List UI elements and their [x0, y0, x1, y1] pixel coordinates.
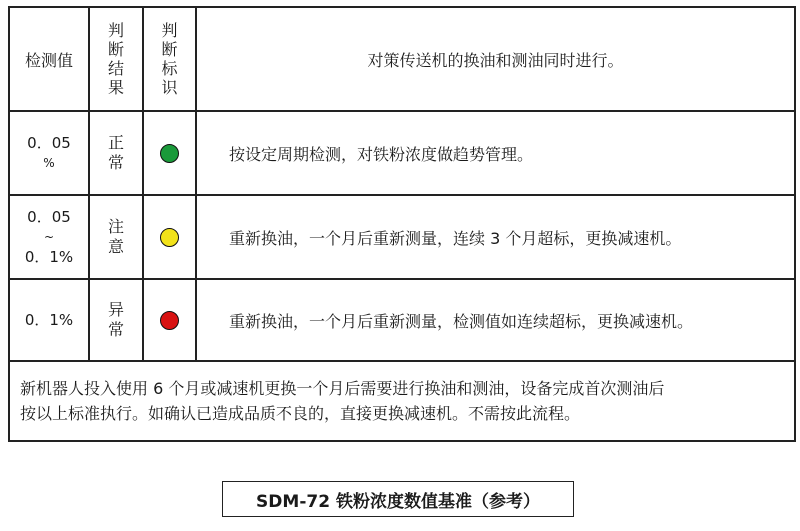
header-flag-char: 标 — [161, 59, 178, 78]
header-result-char: 断 — [107, 40, 124, 59]
row-normal — [9, 111, 795, 195]
value-line: 0．05 — [27, 208, 71, 226]
value-cell — [9, 111, 89, 195]
value-line: 0．1% — [24, 311, 74, 329]
value-cell — [9, 279, 89, 361]
value-cell — [9, 195, 89, 279]
indicator-cell — [143, 279, 196, 361]
header-row — [9, 7, 795, 111]
value-line: % — [43, 156, 55, 170]
header-flag-char: 判 — [161, 21, 178, 40]
status-char: 注 — [107, 217, 124, 236]
note-cell — [9, 361, 795, 441]
status-char: 异 — [107, 300, 124, 319]
value-line: 0．05 — [27, 134, 71, 152]
header-value: 检测值 — [9, 7, 89, 111]
status-char: 常 — [107, 320, 124, 339]
status-cell — [89, 111, 143, 195]
header-flag-char: 断 — [161, 40, 178, 59]
yellow-dot-icon — [160, 228, 179, 247]
header-result — [89, 7, 143, 111]
row-caution — [9, 195, 795, 279]
iron-powder-criteria-table — [8, 6, 796, 442]
note-line-2: 按以上标准执行。如确认已造成品质不良的，直接更换减速机。不需按此流程。 — [20, 404, 581, 423]
value-line: ~ — [43, 230, 55, 244]
row-abnormal — [9, 279, 795, 361]
note-row — [9, 361, 795, 441]
indicator-cell — [143, 111, 196, 195]
action-cell: 重新换油，一个月后重新测量，检测值如连续超标，更换减速机。 — [196, 279, 795, 361]
note-line-1: 新机器人投入使用 6 个月或减速机更换一个月后需要进行换油和测油，设备完成首次测油后 — [20, 379, 665, 398]
header-result-char: 判 — [107, 21, 124, 40]
header-action: 对策传送机的换油和测油同时进行。 — [196, 7, 795, 111]
indicator-cell — [143, 195, 196, 279]
red-dot-icon — [160, 311, 179, 330]
header-flag — [143, 7, 196, 111]
status-cell — [89, 279, 143, 361]
table-caption: SDM-72 铁粉浓度数值基准（参考） — [222, 481, 574, 517]
header-result-char: 结 — [107, 59, 124, 78]
header-flag-char: 识 — [161, 78, 178, 97]
status-cell — [89, 195, 143, 279]
status-char: 意 — [107, 237, 124, 256]
status-char: 正 — [107, 133, 124, 152]
header-result-char: 果 — [107, 78, 124, 97]
action-cell: 重新换油，一个月后重新测量，连续 3 个月超标，更换减速机。 — [196, 195, 795, 279]
action-cell: 按设定周期检测，对铁粉浓度做趋势管理。 — [196, 111, 795, 195]
green-dot-icon — [160, 144, 179, 163]
value-line: 0．1% — [24, 248, 74, 266]
status-char: 常 — [107, 153, 124, 172]
